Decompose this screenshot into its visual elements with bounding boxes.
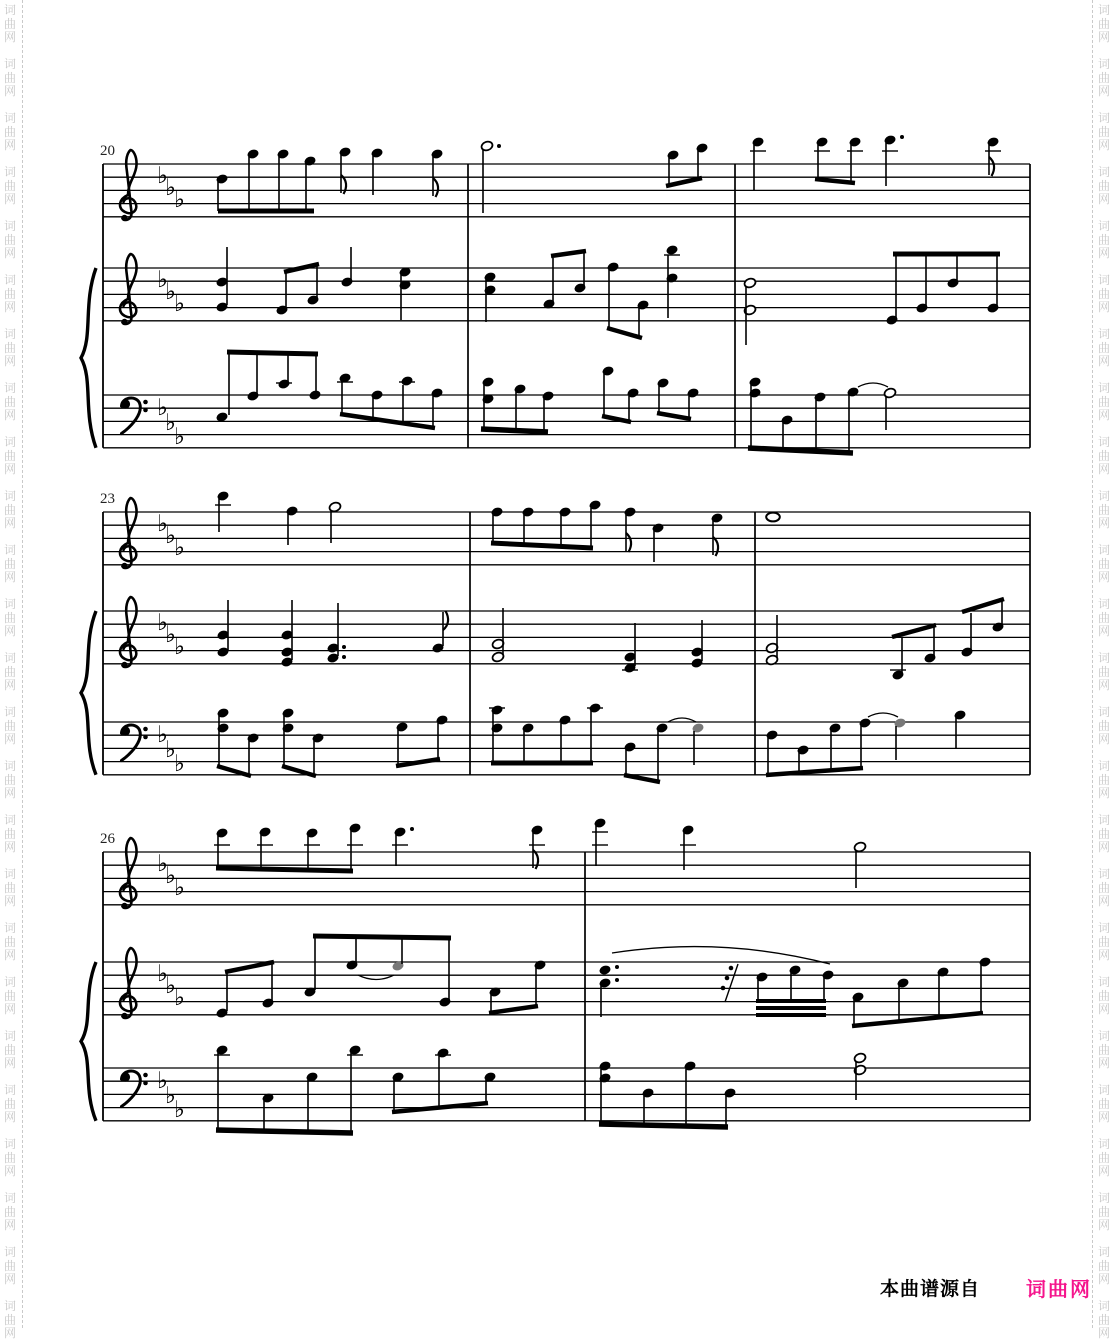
flat-sign: ♭ xyxy=(165,622,176,648)
watermark-char: 词 xyxy=(4,219,17,233)
watermark-char: 网 xyxy=(1098,1056,1111,1070)
watermark-char: 网 xyxy=(4,1110,17,1124)
watermark-char: 网 xyxy=(1098,462,1111,476)
watermark-char: 词 xyxy=(4,1191,17,1205)
watermark-char: 网 xyxy=(4,516,17,530)
watermark-char: 曲 xyxy=(1098,124,1111,139)
watermark-char: 词 xyxy=(4,1083,17,1097)
watermark-char: 曲 xyxy=(1098,1312,1111,1327)
watermark-char: 网 xyxy=(4,840,17,854)
flat-sign: ♭ xyxy=(174,634,185,660)
flat-sign: ♭ xyxy=(157,961,168,987)
watermark-char: 词 xyxy=(1098,1083,1111,1097)
watermark-char: 曲 xyxy=(4,16,17,31)
footer-site-link[interactable]: 词曲网 xyxy=(1026,1277,1092,1301)
watermark-char: 网 xyxy=(1098,192,1111,206)
watermark-char: 曲 xyxy=(4,1258,17,1273)
watermark-char: 词 xyxy=(1098,165,1111,179)
watermark-char: 网 xyxy=(4,1272,17,1286)
watermark-char: 曲 xyxy=(1098,448,1111,463)
watermark-char: 词 xyxy=(1098,57,1111,71)
watermark-char: 网 xyxy=(1098,84,1111,98)
augmentation-dot xyxy=(410,827,414,831)
watermark-char: 网 xyxy=(1098,30,1111,44)
watermark-char: 网 xyxy=(4,732,17,746)
watermark-char: 曲 xyxy=(1098,16,1111,31)
watermark-char: 网 xyxy=(4,246,17,260)
watermark-char: 词 xyxy=(4,327,17,341)
flat-sign: ♭ xyxy=(174,985,185,1011)
flat-sign: ♭ xyxy=(157,511,168,537)
watermark-char: 曲 xyxy=(1098,880,1111,895)
watermark-char: 曲 xyxy=(1098,1204,1111,1219)
watermark-char: 网 xyxy=(4,354,17,368)
watermark-char: 曲 xyxy=(1098,232,1111,247)
watermark-char: 曲 xyxy=(4,1150,17,1165)
augmentation-dot xyxy=(342,645,346,649)
watermark-char: 词 xyxy=(1098,327,1111,341)
watermark-char: 网 xyxy=(1098,516,1111,530)
notehead xyxy=(598,964,611,976)
watermark-char: 曲 xyxy=(1098,1150,1111,1165)
watermark-char: 曲 xyxy=(1098,556,1111,571)
watermark-char: 曲 xyxy=(4,1042,17,1057)
watermark-char: 曲 xyxy=(4,1204,17,1219)
watermark-char: 词 xyxy=(4,1029,17,1043)
watermark-char: 词 xyxy=(1098,1191,1111,1205)
watermark-char: 词 xyxy=(1098,1137,1111,1151)
watermark-char: 网 xyxy=(1098,1218,1111,1232)
watermark-char: 词 xyxy=(1098,273,1111,287)
watermark-char: 网 xyxy=(4,1002,17,1016)
watermark-char: 曲 xyxy=(1098,340,1111,355)
watermark-char: 网 xyxy=(1098,786,1111,800)
flat-sign: ♭ xyxy=(174,291,185,317)
watermark-char: 网 xyxy=(4,1218,17,1232)
rest-icon xyxy=(729,966,734,971)
augmentation-dot xyxy=(615,978,619,982)
flat-sign: ♭ xyxy=(165,1083,176,1109)
watermark-char: 词 xyxy=(1098,651,1111,665)
watermark-char: 曲 xyxy=(1098,610,1111,625)
watermark-char: 曲 xyxy=(4,880,17,895)
watermark-char: 曲 xyxy=(1098,934,1111,949)
watermark-char: 曲 xyxy=(4,502,17,517)
watermark-char: 词 xyxy=(4,273,17,287)
watermark-char: 曲 xyxy=(1098,718,1111,733)
watermark-char: 网 xyxy=(4,84,17,98)
watermark-char: 曲 xyxy=(4,934,17,949)
watermark-char: 词 xyxy=(4,381,17,395)
measure-number: 26 xyxy=(100,831,115,847)
watermark-char: 网 xyxy=(4,948,17,962)
watermark-char: 网 xyxy=(1098,624,1111,638)
watermark-char: 词 xyxy=(1098,3,1111,17)
watermark-char: 曲 xyxy=(4,1312,17,1327)
measure-number: 23 xyxy=(100,491,115,507)
watermark-char: 曲 xyxy=(4,556,17,571)
watermark-char: 网 xyxy=(1098,678,1111,692)
grand-staff-brace xyxy=(81,611,96,775)
watermark-char: 词 xyxy=(1098,219,1111,233)
watermark-char: 网 xyxy=(4,894,17,908)
watermark-char: 词 xyxy=(1098,1029,1111,1043)
watermark-char: 词 xyxy=(4,489,17,503)
watermark-char: 网 xyxy=(4,408,17,422)
watermark-char: 词 xyxy=(4,651,17,665)
watermark-char: 曲 xyxy=(1098,286,1111,301)
watermark-char: 网 xyxy=(4,678,17,692)
watermark-char: 曲 xyxy=(4,340,17,355)
watermark-char: 曲 xyxy=(4,178,17,193)
watermark-char: 词 xyxy=(4,759,17,773)
watermark-char: 词 xyxy=(4,975,17,989)
watermark-char: 网 xyxy=(4,192,17,206)
watermark-char: 曲 xyxy=(1098,1096,1111,1111)
grand-staff-brace xyxy=(81,962,96,1121)
augmentation-dot xyxy=(497,144,501,148)
flat-sign: ♭ xyxy=(157,395,168,421)
watermark-char: 词 xyxy=(1098,867,1111,881)
watermark-char: 词 xyxy=(1098,381,1111,395)
flat-sign: ♭ xyxy=(174,535,185,561)
watermark-char: 网 xyxy=(4,300,17,314)
watermark-char: 词 xyxy=(4,813,17,827)
watermark-char: 网 xyxy=(1098,570,1111,584)
watermark-char: 曲 xyxy=(4,70,17,85)
watermark-char: 曲 xyxy=(4,232,17,247)
watermark-char: 网 xyxy=(4,570,17,584)
watermark-char: 网 xyxy=(1098,246,1111,260)
watermark-char: 曲 xyxy=(1098,988,1111,1003)
watermark-char: 网 xyxy=(1098,138,1111,152)
watermark-char: 词 xyxy=(4,3,17,17)
watermark-char: 曲 xyxy=(1098,394,1111,409)
watermark-char: 词 xyxy=(4,1299,17,1313)
watermark-char: 网 xyxy=(4,786,17,800)
augmentation-dot xyxy=(900,135,904,139)
flat-sign: ♭ xyxy=(157,610,168,636)
flat-sign: ♭ xyxy=(174,751,185,777)
flat-sign: ♭ xyxy=(174,1097,185,1123)
grand-staff-brace xyxy=(81,268,96,448)
watermark-char: 网 xyxy=(4,138,17,152)
watermark-char: 曲 xyxy=(4,286,17,301)
flat-sign: ♭ xyxy=(157,722,168,748)
watermark-char: 词 xyxy=(4,1245,17,1259)
watermark-char: 网 xyxy=(1098,408,1111,422)
watermark-char: 网 xyxy=(4,30,17,44)
watermark-char: 曲 xyxy=(4,394,17,409)
flat-sign: ♭ xyxy=(157,163,168,189)
tie-slur xyxy=(868,713,898,717)
watermark-char: 词 xyxy=(4,1137,17,1151)
watermark-char: 词 xyxy=(4,597,17,611)
watermark-char: 词 xyxy=(1098,921,1111,935)
augmentation-dot xyxy=(342,655,346,659)
watermark-char: 网 xyxy=(1098,1110,1111,1124)
watermark-char: 网 xyxy=(1098,300,1111,314)
watermark-char: 词 xyxy=(4,921,17,935)
watermark-char: 词 xyxy=(1098,1245,1111,1259)
flat-sign: ♭ xyxy=(174,424,185,450)
watermark-char: 词 xyxy=(1098,543,1111,557)
flat-sign: ♭ xyxy=(157,851,168,877)
watermark-char: 曲 xyxy=(4,124,17,139)
whole-note xyxy=(766,513,780,522)
watermark-char: 网 xyxy=(1098,894,1111,908)
watermark-char: 曲 xyxy=(4,448,17,463)
watermark-char: 曲 xyxy=(1098,772,1111,787)
flat-sign: ♭ xyxy=(174,875,185,901)
watermark-char: 词 xyxy=(1098,597,1111,611)
watermark-char: 词 xyxy=(4,435,17,449)
tie-slur xyxy=(858,383,888,387)
watermark-char: 词 xyxy=(1098,435,1111,449)
watermark-char: 词 xyxy=(1098,1299,1111,1313)
flat-sign: ♭ xyxy=(165,410,176,436)
watermark-char: 词 xyxy=(4,111,17,125)
watermark-char: 网 xyxy=(1098,732,1111,746)
flat-sign: ♭ xyxy=(157,267,168,293)
watermark-char: 曲 xyxy=(4,718,17,733)
augmentation-dot xyxy=(615,965,619,969)
watermark-char: 曲 xyxy=(1098,664,1111,679)
watermark-char: 网 xyxy=(1098,1164,1111,1178)
notehead xyxy=(308,389,321,401)
watermark-char: 网 xyxy=(1098,948,1111,962)
watermark-char: 曲 xyxy=(4,772,17,787)
watermark-char: 曲 xyxy=(1098,1258,1111,1273)
watermark-char: 网 xyxy=(4,1164,17,1178)
watermark-char: 词 xyxy=(1098,759,1111,773)
watermark-char: 词 xyxy=(4,543,17,557)
watermark-char: 曲 xyxy=(4,664,17,679)
measure-number: 20 xyxy=(100,143,115,159)
watermark-char: 网 xyxy=(1098,354,1111,368)
watermark-char: 词 xyxy=(4,57,17,71)
watermark-char: 曲 xyxy=(4,610,17,625)
watermark-char: 曲 xyxy=(1098,826,1111,841)
watermark-char: 曲 xyxy=(1098,1042,1111,1057)
watermark-char: 网 xyxy=(1098,1326,1111,1340)
watermark-char: 网 xyxy=(4,462,17,476)
watermark-char: 网 xyxy=(4,1326,17,1340)
watermark-char: 曲 xyxy=(4,1096,17,1111)
watermark-char: 曲 xyxy=(1098,178,1111,193)
notehead xyxy=(665,244,678,256)
watermark-char: 词 xyxy=(1098,111,1111,125)
watermark-char: 网 xyxy=(1098,1272,1111,1286)
watermark-char: 词 xyxy=(1098,489,1111,503)
flat-sign: ♭ xyxy=(165,973,176,999)
watermark-char: 词 xyxy=(4,165,17,179)
watermark-char: 网 xyxy=(1098,840,1111,854)
watermark-char: 词 xyxy=(4,705,17,719)
flat-sign: ♭ xyxy=(165,279,176,305)
watermark-char: 词 xyxy=(1098,705,1111,719)
flat-sign: ♭ xyxy=(165,863,176,889)
watermark-char: 词 xyxy=(1098,975,1111,989)
footer-source-text: 本曲谱源自 xyxy=(880,1278,981,1300)
flat-sign: ♭ xyxy=(174,187,185,213)
flat-sign: ♭ xyxy=(165,737,176,763)
watermark-char: 曲 xyxy=(1098,70,1111,85)
watermark-char: 词 xyxy=(4,867,17,881)
watermark-char: 曲 xyxy=(4,826,17,841)
flat-sign: ♭ xyxy=(165,523,176,549)
watermark-char: 网 xyxy=(4,1056,17,1070)
watermark-char: 曲 xyxy=(4,988,17,1003)
flat-sign: ♭ xyxy=(165,175,176,201)
watermark-char: 网 xyxy=(1098,1002,1111,1016)
watermark-char: 曲 xyxy=(1098,502,1111,517)
watermark-char: 网 xyxy=(4,624,17,638)
watermark-char: 词 xyxy=(1098,813,1111,827)
flat-sign: ♭ xyxy=(157,1068,168,1094)
